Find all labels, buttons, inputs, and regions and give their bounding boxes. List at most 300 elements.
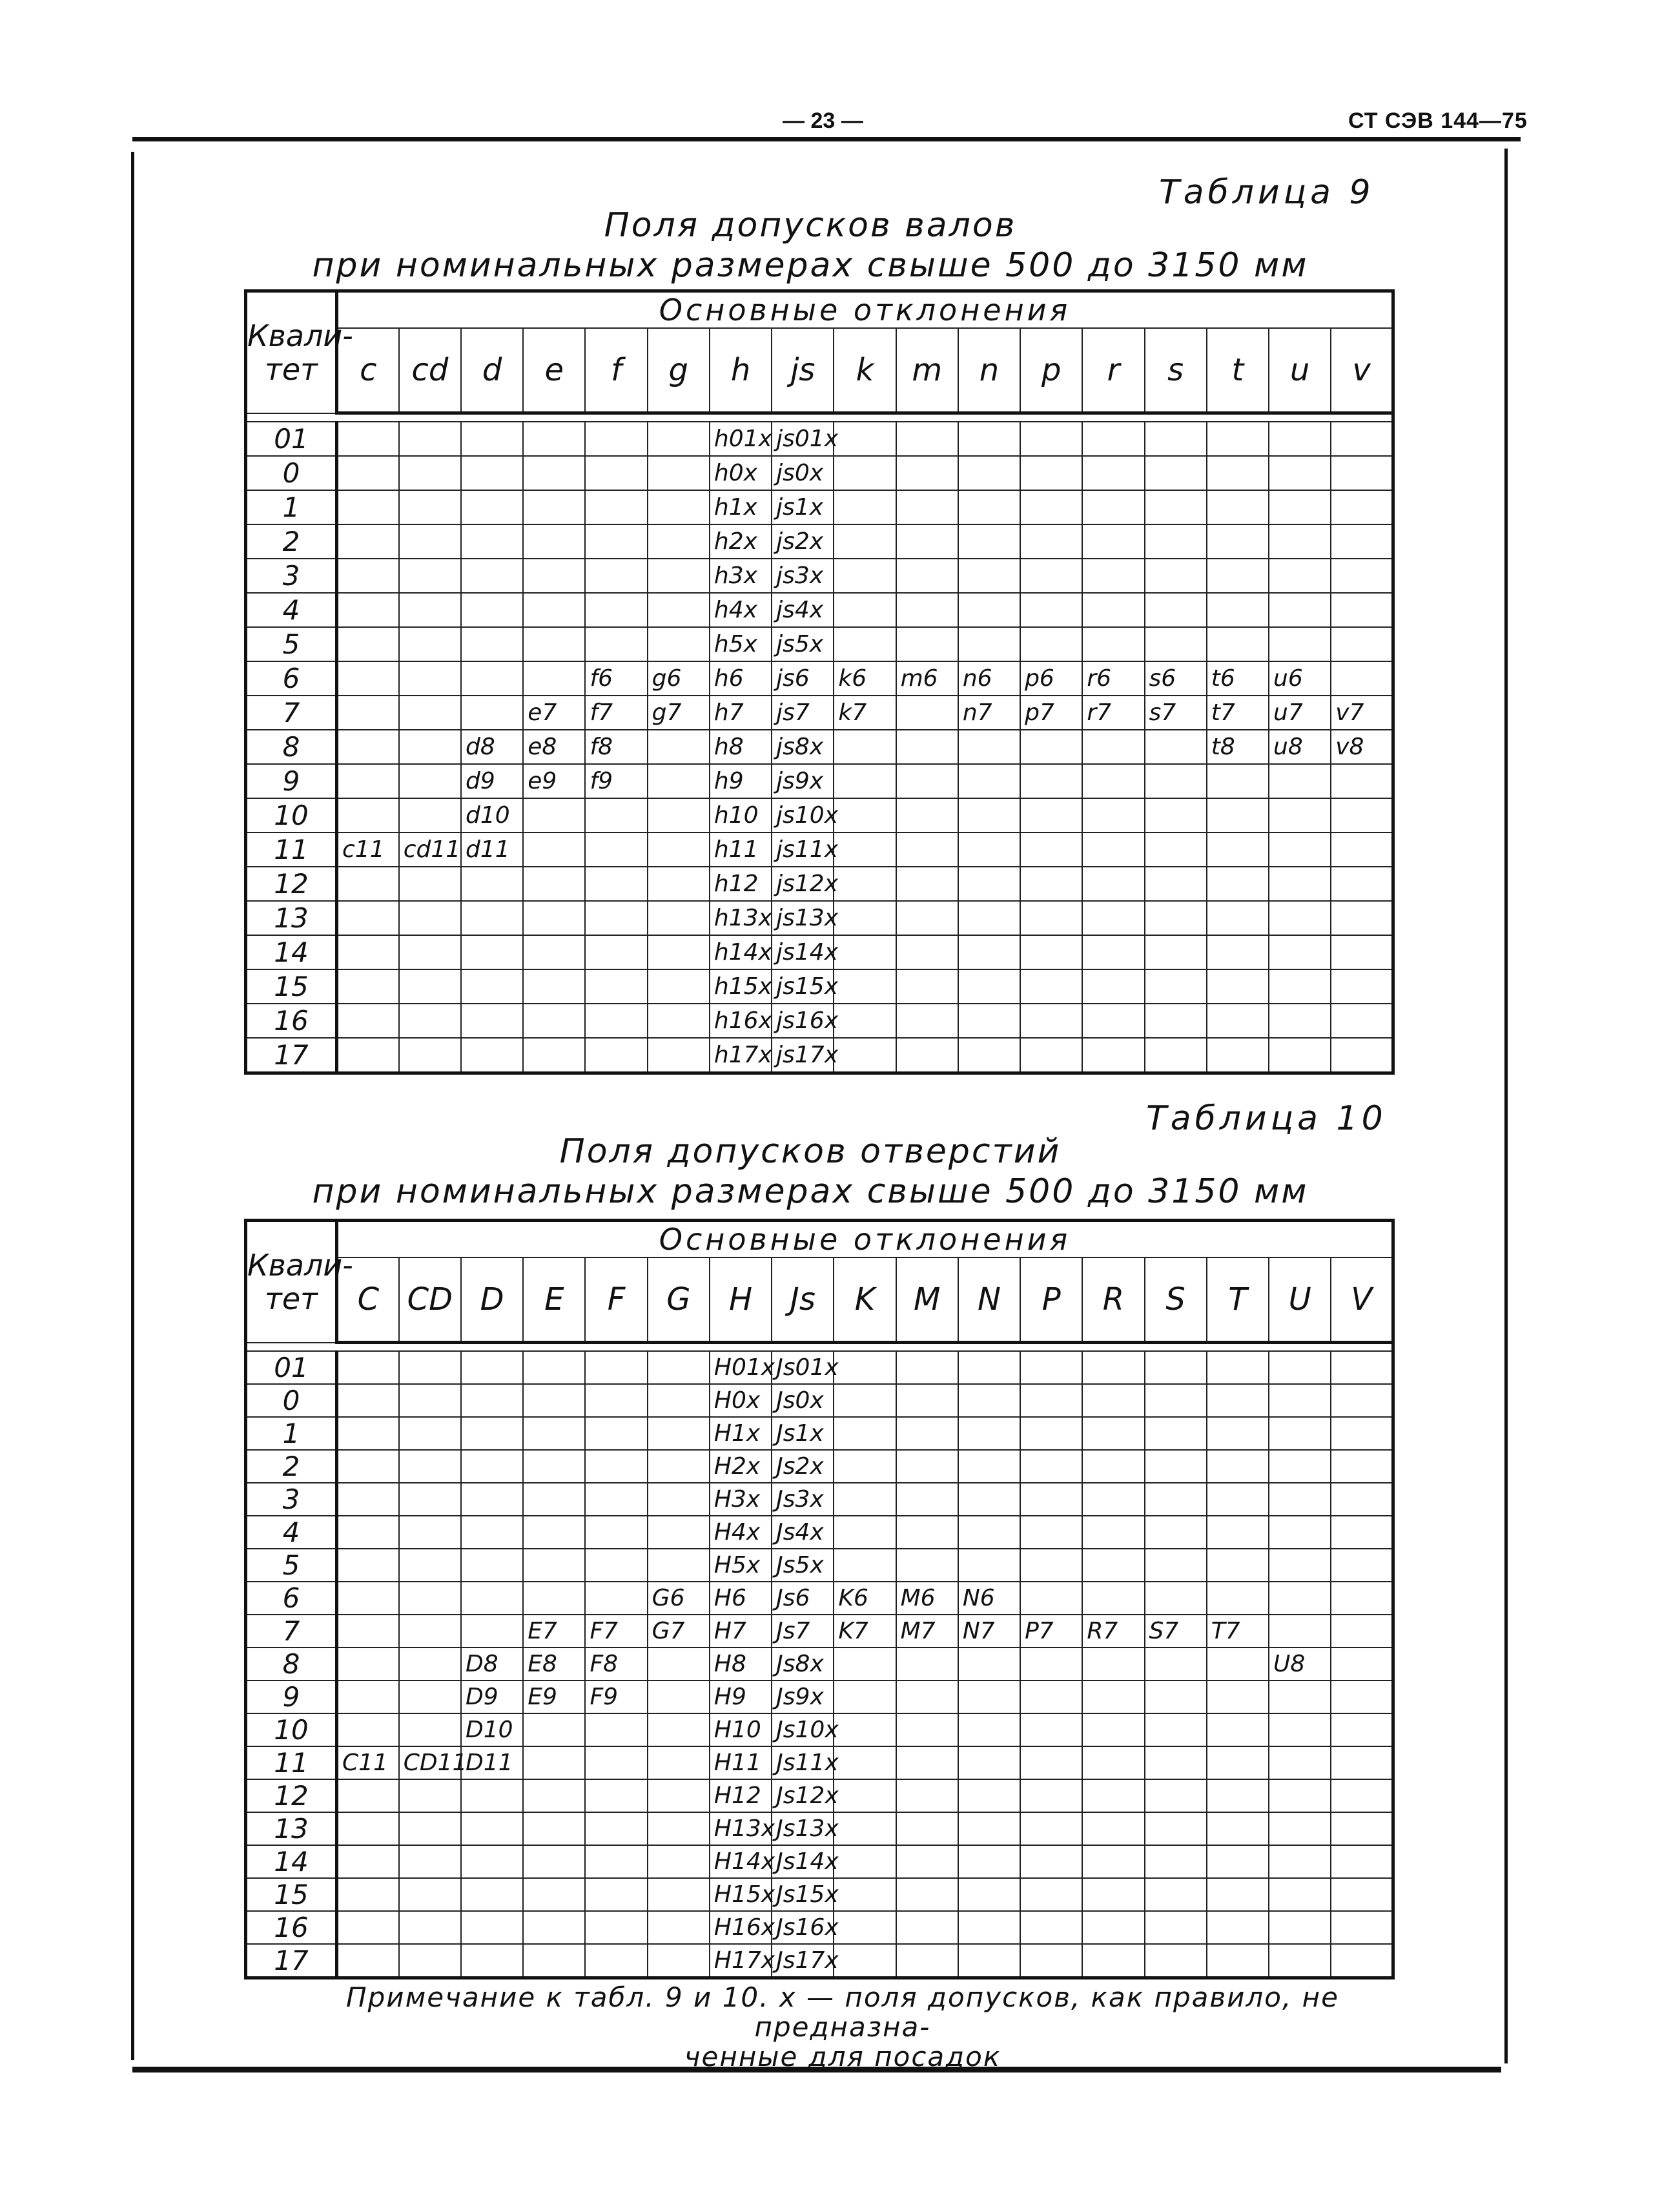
table9-tolerance-cell [834,1004,896,1038]
table10-tolerance-cell: E7 [523,1615,585,1648]
table10-row [246,1812,1393,1845]
table10-tolerance-cell [399,1779,461,1812]
table9-tolerance-cell: h01x [710,422,772,456]
table9-tolerance-cell: js11x [772,832,834,867]
table10-tolerance-cell [958,1878,1020,1911]
table10-tolerance-cell [399,1549,461,1582]
table9-row [246,422,1393,456]
table9-tolerance-cell [958,1038,1020,1073]
table10-qualitet-cell: 10 [246,1713,337,1746]
table9-tolerance-cell: js1x [772,490,834,524]
table9-tolerance-cell [585,832,647,867]
table10-tolerance-cell [1331,1483,1393,1516]
table9-tolerance-cell [1020,593,1082,627]
table10-tolerance-cell [1145,1648,1207,1680]
table10-tolerance-cell [523,1812,585,1845]
table9-tolerance-cell: js01x [772,422,834,456]
table9-tolerance-cell [461,696,523,730]
table10-tolerance-cell [585,1713,647,1746]
table9-tolerance-cell [1020,559,1082,593]
table9-tolerance-cell [958,524,1020,559]
table10-tolerance-cell [461,1351,523,1384]
table9-qualitet-cell: 0 [246,456,337,490]
table10-column-header: CD [399,1257,461,1343]
table10-tolerance-cell: F8 [585,1648,647,1680]
table9-tolerance-cell [896,696,958,730]
table10-column-header: M [896,1257,958,1343]
table9-tolerance-cell [461,456,523,490]
table9-tolerance-cell [523,935,585,969]
standard-code: СТ СЭВ 144—75 [1348,109,1528,133]
table9-tolerance-cell: h15x [710,969,772,1004]
table10-tolerance-cell [1269,1746,1331,1779]
table9-tolerance-cell [958,730,1020,764]
table10-tolerance-cell [461,1384,523,1417]
table10-tolerance-cell [337,1417,399,1450]
table9-header-gap [246,413,1393,422]
table10-tolerance-cell [958,1680,1020,1713]
table9-column-header: u [1269,328,1331,413]
table10-tolerance-cell [1145,1713,1207,1746]
table10-tolerance-cell: M6 [896,1582,958,1615]
table9-tolerance-cell [337,627,399,661]
table9-tolerance-cell: t8 [1207,730,1269,764]
table10-tolerance-cell [1331,1845,1393,1878]
table9-tolerance-cell: h0x [710,456,772,490]
table10-tolerance-cell [461,1483,523,1516]
table10-row [246,1516,1393,1549]
table10-tolerance-cell: H3x [710,1483,772,1516]
table9-tolerance-cell [1269,627,1331,661]
table9-tolerance-cell [1207,490,1269,524]
table10-tolerance-cell [585,1450,647,1483]
table9-title [245,205,1375,285]
table9-tolerance-cell [648,1004,710,1038]
table9-tolerance-cell: f8 [585,730,647,764]
table9-tolerance-cell [1020,935,1082,969]
table10-column-header: R [1082,1257,1144,1343]
table10-tolerance-cell: R7 [1082,1615,1144,1648]
table10-tolerance-cell [1331,1351,1393,1384]
table10-tolerance-cell: Js1x [772,1417,834,1450]
table9-tolerance-cell [648,867,710,901]
table9-tolerance-cell [399,524,461,559]
table10-tolerance-cell [1331,1944,1393,1978]
table9-tolerance-cell [523,559,585,593]
table10-tolerance-cell [896,1779,958,1812]
table10-tolerance-cell [523,1845,585,1878]
table9-tolerance-cell [648,490,710,524]
table10-group-header: Основные отклонения [337,1221,1393,1258]
table10-tolerance-cell [896,1483,958,1516]
table9-tolerance-cell: js8x [772,730,834,764]
table10-tolerance-cell [958,1911,1020,1944]
table10-tolerance-cell: Js8x [772,1648,834,1680]
table10-tolerance-cell: Js4x [772,1516,834,1549]
table9-tolerance-cell [1145,798,1207,832]
table9-tolerance-cell [1020,1004,1082,1038]
table10-tolerance-cell [399,1911,461,1944]
table9-qualitet-cell: 7 [246,696,337,730]
table9-tolerance-cell [958,593,1020,627]
table9-tolerance-cell [399,901,461,935]
table10-row [246,1483,1393,1516]
table9-tolerance-cell [1269,559,1331,593]
table10-tolerance-cell [523,1582,585,1615]
table9-qualitet-cell: 8 [246,730,337,764]
table9-tolerance-cell [461,1004,523,1038]
table9-tolerance-cell [399,559,461,593]
table9-tolerance-cell [834,1038,896,1073]
table10-tolerance-cell [1331,1746,1393,1779]
table9-tolerance-cell [585,935,647,969]
table9-tolerance-cell [1020,901,1082,935]
table10-qualitet-cell: 6 [246,1582,337,1615]
table10-tolerance-cell: Js2x [772,1450,834,1483]
table10-tolerance-cell: H8 [710,1648,772,1680]
table10-tolerance-cell [834,1483,896,1516]
table10-tolerance-cell [1207,1351,1269,1384]
table10-qualitet-cell: 14 [246,1845,337,1878]
table10-tolerance-cell: Js14x [772,1845,834,1878]
table9-tolerance-cell [1082,832,1144,867]
table10-tolerance-cell [1269,1779,1331,1812]
table9-tolerance-cell [896,559,958,593]
table9-tolerance-cell [1331,1038,1393,1073]
table10-tolerance-cell: Js3x [772,1483,834,1516]
table10-tolerance-cell [461,1779,523,1812]
table10-tolerance-cell: K7 [834,1615,896,1648]
table9-tolerance-cell: h3x [710,559,772,593]
table10-tolerance-cell [1020,1549,1082,1582]
table10-tolerance-cell [1082,1746,1144,1779]
table10-tolerance-cell [1145,1582,1207,1615]
table9-tolerance-cell [461,661,523,696]
table10-tolerance-cell [896,1648,958,1680]
table9-tolerance-cell [523,1038,585,1073]
table9-tolerance-cell [648,798,710,832]
table10-tolerance-cell [337,1812,399,1845]
table9-tolerance-cell [1082,559,1144,593]
table9-tolerance-cell: d11 [461,832,523,867]
table9-tolerance-cell [896,422,958,456]
table9-row [246,867,1393,901]
table10-tolerance-cell [337,1878,399,1911]
table10-tolerance-cell [1020,1648,1082,1680]
table10-tolerance-cell [1020,1680,1082,1713]
table10-tolerance-cell: H1x [710,1417,772,1450]
table10-tolerance-cell [523,1549,585,1582]
table9-tolerance-cell [958,832,1020,867]
table9-tolerance-cell: h10 [710,798,772,832]
table10-tolerance-cell [1020,1516,1082,1549]
table9-tolerance-cell [1082,764,1144,798]
table9-tolerance-cell [337,661,399,696]
table9-tolerance-cell [1082,935,1144,969]
table9-tolerance-cell [399,422,461,456]
table10-tolerance-cell [337,1549,399,1582]
table9-tolerance-cell [399,969,461,1004]
table10-tolerance-cell [1020,1351,1082,1384]
table9-qualitet-cell: 10 [246,798,337,832]
table9-tolerance-cell [1207,1038,1269,1073]
table9-tolerance-cell [1207,867,1269,901]
table10-header-gap [246,1343,1393,1352]
table10-tolerance-cell [834,1713,896,1746]
table9-tolerance-cell [1269,524,1331,559]
table10-tolerance-cell: F7 [585,1615,647,1648]
table9-tolerance-cell: h17x [710,1038,772,1073]
table9-tolerance-cell: h12 [710,867,772,901]
table10-tolerance-cell [1207,1746,1269,1779]
table9-tolerance-cell [399,935,461,969]
table9-tolerance-cell [1145,627,1207,661]
table10-tolerance-cell [958,1483,1020,1516]
table10-tolerance-cell [834,1845,896,1878]
table10-tolerance-cell [1145,1351,1207,1384]
table10-tolerance-cell [585,1812,647,1845]
table10-tolerance-cell [461,1549,523,1582]
table9-tolerance-cell [896,901,958,935]
table10-tolerance-cell: N6 [958,1582,1020,1615]
table10-qualitet-cell: 17 [246,1944,337,1978]
table9-tolerance-cell [337,524,399,559]
table9-tolerance-cell [648,1038,710,1073]
table10-tolerance-cell [461,1450,523,1483]
table10-tolerance-cell [337,1845,399,1878]
table9-tolerance-cell: js0x [772,456,834,490]
table10-tolerance-cell: H13x [710,1812,772,1845]
table10-tolerance-cell: D10 [461,1713,523,1746]
table9-tolerance-cell [1269,422,1331,456]
table10-tolerance-cell: H01x [710,1351,772,1384]
table10-tolerance-cell [337,1713,399,1746]
table9-row [246,456,1393,490]
table10-tolerance-cell [834,1944,896,1978]
table10-tolerance-cell [523,1384,585,1417]
table9-tolerance-cell: d10 [461,798,523,832]
table10-tolerance-cell [1082,1911,1144,1944]
table9-column-header: d [461,328,523,413]
table9-tolerance-cell [1207,1004,1269,1038]
table10-tolerance-cell: H5x [710,1549,772,1582]
table9-tolerance-cell: h16x [710,1004,772,1038]
table10-tolerance-cell [337,1944,399,1978]
table9-tolerance-cell [461,867,523,901]
table9-tolerance-cell [523,832,585,867]
table9-tolerance-cell [585,901,647,935]
table10-tolerance-cell [1269,1417,1331,1450]
table10-tolerance-cell: U8 [1269,1648,1331,1680]
table9-tolerance-cell: u8 [1269,730,1331,764]
table9-tolerance-cell: d9 [461,764,523,798]
table10-tolerance-cell [1207,1812,1269,1845]
table9-row [246,524,1393,559]
table9-tolerance-cell [1207,832,1269,867]
table10-tolerance-cell: Js12x [772,1779,834,1812]
table10-column-header: D [461,1257,523,1343]
table10-tolerance-cell [648,1779,710,1812]
table10-tolerance-cell [896,1351,958,1384]
table9-tolerance-cell [1269,490,1331,524]
table9-row [246,832,1393,867]
table10-qualitet-cell: 3 [246,1483,337,1516]
table10-tolerance-cell: K6 [834,1582,896,1615]
table10-tolerance-cell [1082,1516,1144,1549]
table9-tolerance-cell [1020,798,1082,832]
table9-tolerance-cell [958,969,1020,1004]
table10-title [245,1132,1375,1212]
table9-tolerance-cell [1082,422,1144,456]
table9-tolerance-cell [648,901,710,935]
table9-tolerance-cell [1331,935,1393,969]
table9-row [246,559,1393,593]
table10-tolerance-cell: E9 [523,1680,585,1713]
table9-tolerance-cell [585,422,647,456]
table10-tolerance-cell [896,1845,958,1878]
table9-tolerance-cell [648,593,710,627]
table9-tolerance-cell [896,764,958,798]
table10-column-header: C [337,1257,399,1343]
table9-tolerance-cell [461,559,523,593]
table9-tolerance-cell: js6 [772,661,834,696]
table9-row [246,1038,1393,1073]
table9-tolerance-cell [337,730,399,764]
table9-tolerance-cell [585,559,647,593]
table9-tolerance-cell [399,490,461,524]
table10-row [246,1351,1393,1384]
table9-tolerance-cell [1082,1004,1144,1038]
table9-tolerance-cell: p7 [1020,696,1082,730]
table10-column-header: K [834,1257,896,1343]
table9-tolerance-cell [896,524,958,559]
table10-tolerance-cell: H14x [710,1845,772,1878]
table10-tolerance-cell [461,1615,523,1648]
table9-tolerance-cell [834,832,896,867]
table9-tolerance-cell [399,627,461,661]
table9-tolerance-cell [834,627,896,661]
table10-tolerance-cell [461,1878,523,1911]
table9-qualitet-cell: 1 [246,490,337,524]
table10-tolerance-cell [896,1450,958,1483]
table9-tolerance-cell [585,1038,647,1073]
table10-row [246,1582,1393,1615]
table9-tolerance-cell: s7 [1145,696,1207,730]
table9-tolerance-cell: h14x [710,935,772,969]
table10-tolerance-cell [1082,1878,1144,1911]
table10-column-header: U [1269,1257,1331,1343]
table9-tolerance-cell [1145,559,1207,593]
frame-left-border [131,152,134,2060]
table10-tolerance-cell [461,1417,523,1450]
table10-tolerance-cell [1207,1516,1269,1549]
table9-tolerance-cell [1269,935,1331,969]
table9-tolerance-cell [834,593,896,627]
table9-tolerance-cell [896,969,958,1004]
table10-tolerance-cell [1145,1911,1207,1944]
table10-tolerance-cell [834,1351,896,1384]
table9-tolerance-cell: s6 [1145,661,1207,696]
page-number: — 23 — [783,109,863,133]
table10-tolerance-cell: H7 [710,1615,772,1648]
table9-tolerance-cell: js4x [772,593,834,627]
table9-tolerance-cell [1020,832,1082,867]
table10-tolerance-cell [585,1878,647,1911]
table9-tolerance-cell [1331,422,1393,456]
table10-tolerance-cell [523,1878,585,1911]
table10-tolerance-cell [337,1648,399,1680]
table9-column-header: t [1207,328,1269,413]
table10-tolerance-cell [461,1845,523,1878]
table10-tolerance-cell [896,1384,958,1417]
table10-tolerance-cell [896,1812,958,1845]
table10-tolerance-cell [1020,1779,1082,1812]
table10-tolerance-cell [337,1450,399,1483]
table9-tolerance-cell [523,798,585,832]
table9-tolerance-cell [1145,901,1207,935]
table9-tolerance-cell [461,524,523,559]
table10-tolerance-cell [1207,1417,1269,1450]
table9-column-header: k [834,328,896,413]
table9-tolerance-cell [1145,764,1207,798]
table10-tolerance-cell [1145,1483,1207,1516]
table10-tolerance-cell [1020,1812,1082,1845]
table10-column-header: P [1020,1257,1082,1343]
table10-tolerance-cell [1145,1384,1207,1417]
table9-tolerance-cell [337,764,399,798]
table10-tolerance-cell [1269,1944,1331,1978]
table10-tolerance-cell [958,1417,1020,1450]
table10-qualitet-cell: 16 [246,1911,337,1944]
table10-tolerance-cell [958,1516,1020,1549]
table10-tolerance-cell [585,1911,647,1944]
table10-column-header: S [1145,1257,1207,1343]
table10-tolerance-cell [461,1812,523,1845]
table9-tolerance-cell: n7 [958,696,1020,730]
table9-tolerance-cell [896,593,958,627]
table9-tolerance-cell: t7 [1207,696,1269,730]
table9-tolerance-cell [958,798,1020,832]
table9-column-header: c [337,328,399,413]
table9-tolerance-cell: js5x [772,627,834,661]
table9-tolerance-cell [399,1004,461,1038]
table9-row [246,764,1393,798]
table9-tolerance-cell [523,969,585,1004]
table10-tolerance-cell: H12 [710,1779,772,1812]
table10-tolerance-cell [1020,1944,1082,1978]
table10-tolerance-cell [958,1779,1020,1812]
table9-tolerance-cell: r6 [1082,661,1144,696]
table9-qualitet-cell: 13 [246,901,337,935]
table10-qualitet-cell: 11 [246,1746,337,1779]
table9-tolerance-cell: v7 [1331,696,1393,730]
table9-tolerance-cell [896,490,958,524]
table9-tolerance-cell [399,764,461,798]
table9-tolerance-cell [1145,1038,1207,1073]
header-rule [132,137,1521,141]
table9-row [246,969,1393,1004]
table9-tolerance-cell: m6 [896,661,958,696]
table10-tolerance-cell [1331,1911,1393,1944]
table9-tolerance-cell [1331,798,1393,832]
table10-tolerance-cell [337,1351,399,1384]
table9-column-header: p [1020,328,1082,413]
table9-tolerance-cell [585,456,647,490]
table10-tolerance-cell: S7 [1145,1615,1207,1648]
table9-tolerance-cell [1207,935,1269,969]
table9-tolerance-cell: h13x [710,901,772,935]
table10-tolerance-cell: Js9x [772,1680,834,1713]
